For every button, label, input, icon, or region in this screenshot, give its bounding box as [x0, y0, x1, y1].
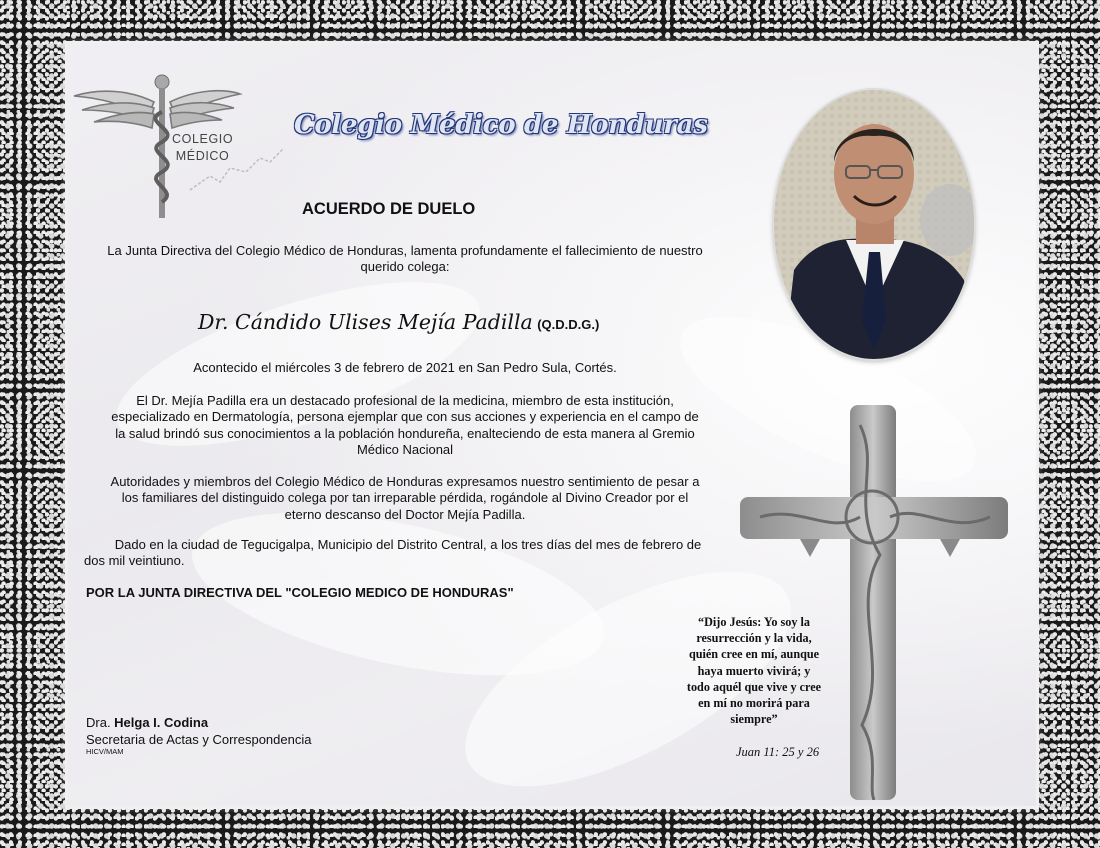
org-name: Colegio Médico de Honduras [294, 110, 708, 140]
bio-line: la salud brindó sus conocimientos a la población hondureña, enalteciendo de esta manera al Gremio [115, 425, 695, 441]
dated-paragraph [84, 537, 732, 570]
signer-title: Secretaria de Actas y Correspondencia [86, 732, 312, 747]
document-heading: ACUERDO DE DUELO [302, 200, 476, 218]
board-line: POR LA JUNTA DIRECTIVA DEL "COLEGIO MEDICO DE HONDURAS" [86, 585, 514, 600]
bio-line: Médico Nacional [356, 442, 454, 458]
intro-line: querido colega: [360, 259, 450, 275]
quote-reference: Juan 11: 25 y 26 [736, 745, 820, 759]
deceased-name: Dr. Cándido Ulises Mejía Padilla [198, 310, 533, 334]
bio-line: El Dr. Mejía Padilla era un destacado profesional de la medicina, miembro de esta institución, [136, 393, 674, 408]
condolence-line: eterno descanso del Doctor Mejía Padilla. [284, 506, 526, 522]
dated-line: dos mil veintiuno. [84, 553, 185, 569]
signer-initials: HICV/MAM [86, 747, 124, 756]
bio-line: especializado en Dermatología, persona ejemplar que con sus acciones y experiencia en el campo de [111, 409, 699, 425]
condolence-line: Autoridades y miembros del Colegio Médico de Honduras expresamos nuestro sentimiento de pesar a [110, 474, 700, 489]
quote-line: haya muerto vivirá; y [697, 663, 811, 678]
signer-name: Helga I. Codina [114, 715, 209, 730]
cross-icon [740, 405, 1012, 800]
quote-line: “Dijo Jesús: Yo soy la [698, 615, 810, 629]
intro-line: La Junta Directiva del Colegio Médico de Honduras, lamenta profundamente el fallecimiento de nuestro [107, 243, 703, 258]
bible-quote [668, 614, 840, 727]
event-text: Acontecido el miércoles 3 de febrero de 2021 en San Pedro Sula, Cortés. [193, 360, 617, 375]
portrait-image [774, 90, 974, 359]
condolence-line: los familiares del distinguido colega por tan irreparable pérdida, rogándole al Divino Creador por el [121, 490, 689, 506]
logo-line1: COLEGIO [172, 132, 234, 146]
bio-paragraph [84, 393, 726, 459]
quote-line: en mí no morirá para [698, 696, 810, 711]
quote-line: siempre” [730, 712, 778, 727]
deceased-suffix: (Q.D.D.G.) [537, 317, 600, 332]
signer-prefix: Dra. [86, 715, 115, 730]
signer-name-line [86, 715, 208, 730]
quote-line: resurrección y la vida, [696, 631, 812, 646]
condolence-paragraph [84, 474, 726, 523]
deceased-name-line [198, 310, 599, 334]
intro-paragraph [84, 243, 726, 276]
deceased-portrait [774, 90, 974, 359]
dated-line: Dado en la ciudad de Tegucigalpa, Municipio del Distrito Central, a los tres días del mes de febrero de [114, 537, 702, 552]
quote-line: quién cree en mí, aunque [688, 647, 820, 662]
quote-line: todo aquél que vive y cree [686, 679, 822, 694]
logo-text [172, 131, 233, 165]
logo-line2: MÉDICO [175, 149, 230, 163]
